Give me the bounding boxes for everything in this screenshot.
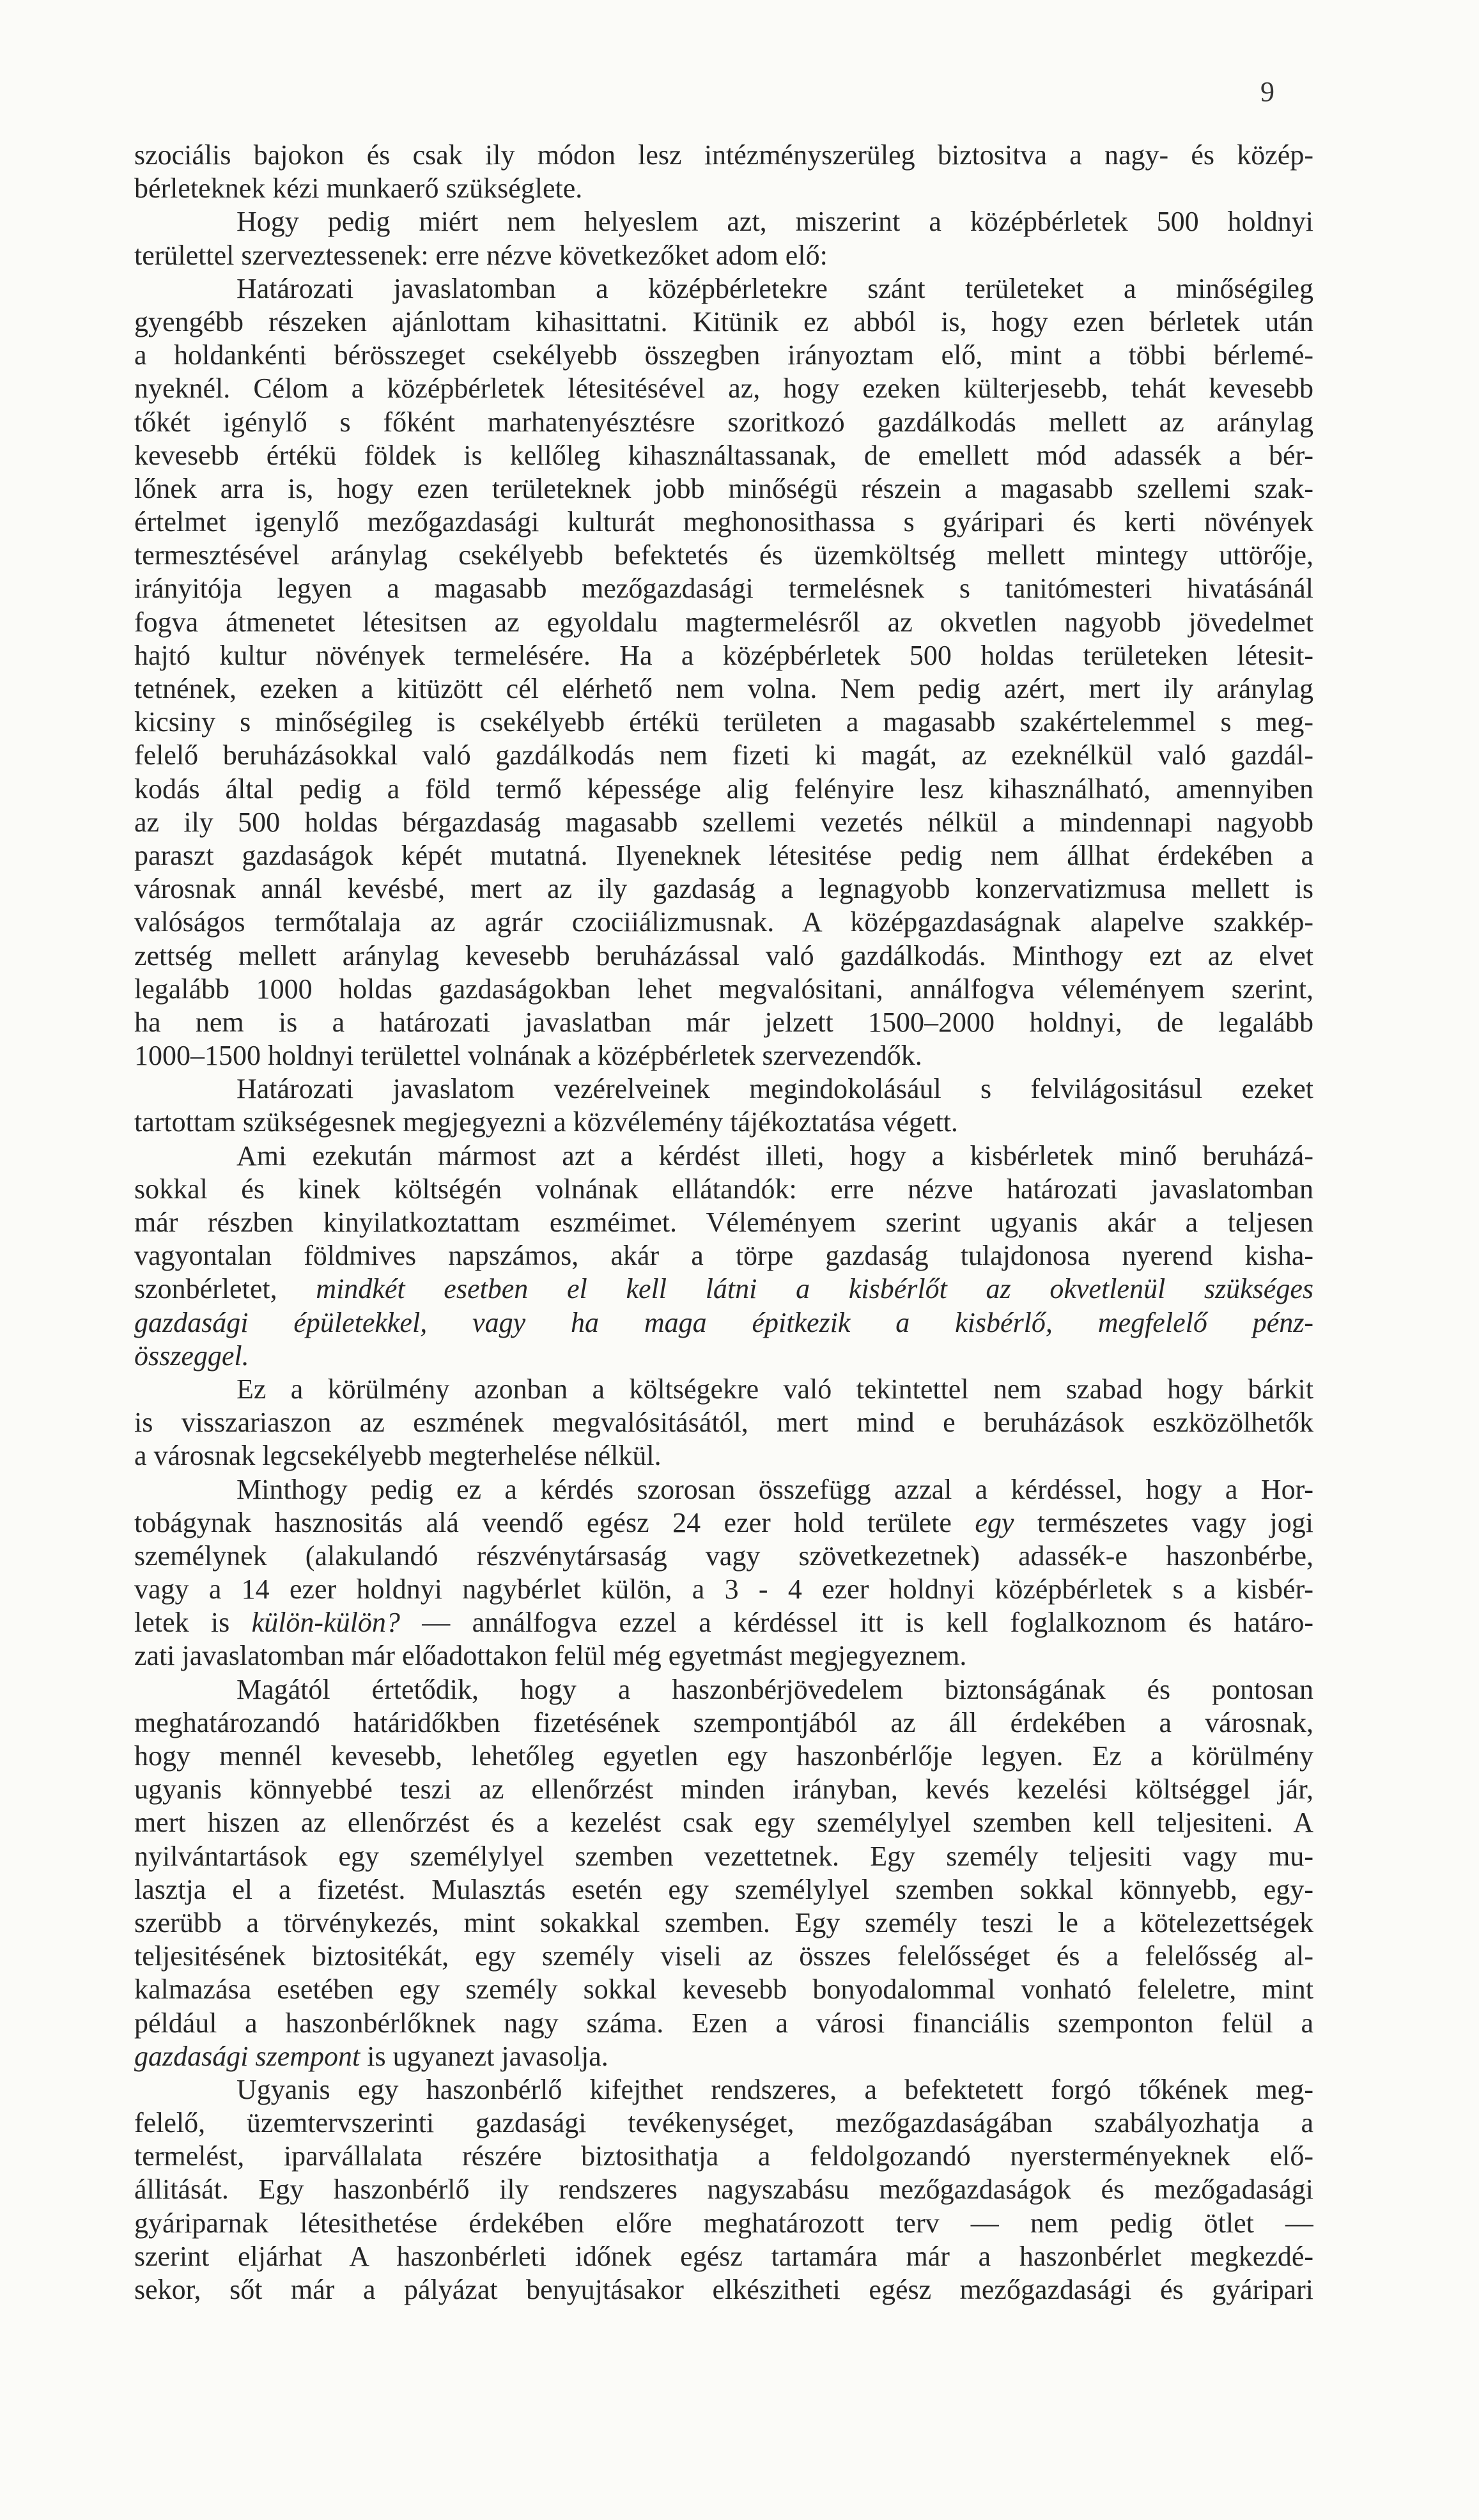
text-segment: tetnének, ezeken a kitüzött cél elérhető nem volna. Nem pedig azért, mert ily aránylag	[134, 673, 1313, 704]
paragraph	[134, 1673, 1313, 2073]
text-segment: meghatározandó határidőkben fizetésének szempontjából az áll érdekében a városnak,	[134, 1706, 1313, 1738]
text-segment: Ugyanis egy haszonbérlő kifejthet rendszeres, a befektetett forgó tőkének meg-	[236, 2073, 1313, 2105]
italic-text: külön-külön?	[251, 1607, 400, 1639]
text-line	[134, 706, 1313, 739]
text-line	[134, 539, 1313, 572]
text-line	[134, 906, 1313, 939]
text-segment: paraszt gazdaságok képét mutatná. Ilyeneknek létesitése pedig nem állhat érdekében a	[134, 839, 1313, 871]
text-segment: is visszariaszon az eszmének megvalósitásától, mert mind e beruházások eszközölhetők	[134, 1407, 1313, 1439]
text-line	[134, 272, 1313, 305]
text-segment: kicsiny s minőségileg is csekélyebb értékü területen a magasabb szakértelemmel s meg-	[134, 706, 1313, 738]
text-segment: területtel szerveztessenek: erre nézve következőket adom elő:	[134, 239, 828, 271]
text-segment: mert hiszen az ellenőrzést és a kezelést csak egy személylyel szemben kell teljesiteni. A	[134, 1807, 1313, 1839]
text-line	[134, 672, 1313, 706]
text-segment: termesztésével aránylag csekélyebb befektetés és üzemköltség mellett mintegy uttörője,	[134, 539, 1313, 571]
text-segment: ugyanis könnyebbé teszi az ellenőrzést minden irányban, kevés kezelési költséggel jár,	[134, 1774, 1313, 1805]
page-number: 9	[1260, 76, 1274, 107]
paragraph	[134, 1072, 1313, 1139]
text-segment: legalább 1000 holdas gazdaságokban lehet megvalósitani, annálfogva véleményem szerint,	[134, 973, 1313, 1005]
paragraph	[134, 2073, 1313, 2307]
paragraph	[134, 1140, 1313, 1373]
text-line	[134, 1639, 1313, 1673]
text-line	[134, 1039, 1313, 1072]
text-segment: kalmazása esetében egy személy sokkal kevesebb bonyodalommal vonható feleletre, mint	[134, 1974, 1313, 2006]
text-line	[134, 1439, 1313, 1473]
text-segment: Minthogy pedig ez a kérdés szorosan összefügg azzal a kérdéssel, hogy a Hor-	[236, 1473, 1313, 1505]
text-line	[134, 2106, 1313, 2140]
text-line	[134, 1506, 1313, 1540]
text-segment: sokkal és kinek költségén volnának ellátandók: erre nézve határozati javaslatomban	[134, 1173, 1313, 1205]
text-segment: szociális bajokon és csak ily módon lesz intézményszerüleg biztositva a nagy- és közép-	[134, 139, 1313, 171]
text-line	[134, 839, 1313, 872]
body-text	[134, 139, 1313, 2307]
text-line	[134, 1106, 1313, 1139]
text-segment: nyeknél. Célom a középbérletek létesitésével az, hogy ezeken külterjesebb, tehát kevesebb	[134, 373, 1313, 405]
text-line	[134, 1840, 1313, 1873]
text-line	[134, 1706, 1313, 1740]
text-line	[134, 1206, 1313, 1239]
text-segment: vagyontalan földmives napszámos, akár a törpe gazdaság tulajdonosa nyerend kisha-	[134, 1240, 1313, 1272]
text-segment: Hogy pedig miért nem helyeslem azt, miszerint a középbérletek 500 holdnyi	[236, 206, 1313, 238]
text-line	[134, 406, 1313, 439]
text-line	[134, 2007, 1313, 2040]
text-segment: letek is	[134, 1607, 252, 1639]
text-segment: valóságos termőtalaja az agrár czociiálizmusnak. A középgazdaságnak alapelve szakkép-	[134, 906, 1313, 938]
text-line	[134, 2240, 1313, 2273]
text-line	[134, 2073, 1313, 2106]
paragraph	[134, 1373, 1313, 1473]
text-segment: szerint eljárhat A haszonbérleti időnek egész tartamára már a haszonbérlet megkezdé-	[134, 2240, 1313, 2272]
text-segment: már részben kinyilatkoztattam eszméimet. Véleményem szerint ugyanis akár a teljesen	[134, 1207, 1313, 1238]
text-line	[134, 572, 1313, 605]
text-segment: zati javaslatomban már előadottakon felül még egyetmást megjegyeznem.	[134, 1640, 967, 1672]
text-segment: a holdankénti bérösszeget csekélyebb összegben irányoztam elő, mint a többi bérlemé-	[134, 339, 1313, 371]
text-segment: természetes vagy jogi	[1014, 1506, 1313, 1538]
text-line	[134, 2173, 1313, 2206]
text-segment: is ugyanezt javasolja.	[360, 2040, 608, 2072]
text-segment: — annálfogva ezzel a kérdéssel itt is kell foglalkoznom és határo-	[399, 1607, 1313, 1639]
italic-text: mindkét esetben el kell látni a kisbérlőt az okvetlenül szükséges	[316, 1273, 1313, 1305]
text-line	[134, 773, 1313, 806]
text-line	[134, 1806, 1313, 1839]
text-line	[134, 1006, 1313, 1039]
text-line	[134, 806, 1313, 839]
text-segment: kevesebb értékü földek is kellőleg kihasználtassanak, de emellett mód adassék a bér-	[134, 439, 1313, 471]
italic-text: összeggel.	[134, 1340, 249, 1372]
text-line	[134, 1473, 1313, 1506]
text-line	[134, 1340, 1313, 1373]
text-segment: ha nem is a határozati javaslatban már jelzett 1500–2000 holdnyi, de legalább	[134, 1006, 1313, 1038]
italic-text: egy	[975, 1506, 1014, 1538]
text-line	[134, 1873, 1313, 1906]
text-segment: kodás által pedig a föld termő képessége alig felényire lesz kihasználható, amennyiben	[134, 773, 1313, 805]
text-line	[134, 606, 1313, 639]
text-line	[134, 1306, 1313, 1340]
text-segment: zettség mellett aránylag kevesebb beruházással való gazdálkodás. Minthogy ezt az elvet	[134, 939, 1313, 971]
text-segment: városnak annál kevésbé, mert az ily gazdaság a legnagyobb konzervatizmusa mellett is	[134, 873, 1313, 905]
text-segment: sekor, sőt már a pályázat benyujtásakor elkészitheti egész mezőgazdasági és gyáripari	[134, 2274, 1313, 2305]
text-segment: hajtó kultur növények termelésére. Ha a középbérletek 500 holdas területeken létesit-	[134, 639, 1313, 671]
text-line	[134, 172, 1313, 205]
text-segment: tobágynak hasznositás alá veendő egész 24 ezer hold területe	[134, 1506, 975, 1538]
text-segment: a városnak legcsekélyebb megterhelése nélkül.	[134, 1440, 662, 1472]
text-line	[134, 739, 1313, 772]
text-line	[134, 1740, 1313, 1773]
paragraph	[134, 272, 1313, 1073]
text-segment: Ez a körülmény azonban a költségekre való tekintettel nem szabad hogy bárkit	[236, 1373, 1313, 1405]
text-segment: személynek (alakulandó részvénytársaság vagy szövetkezetnek) adassék-e haszonbérbe,	[134, 1540, 1313, 1572]
italic-text: gazdasági szempont	[134, 2040, 360, 2072]
text-line	[134, 372, 1313, 405]
text-segment: gyengébb részeken ajánlottam kihasittatni. Kitünik ez abból is, hogy ezen bérletek után	[134, 305, 1313, 337]
text-segment: vagy a 14 ezer holdnyi nagybérlet külön, a 3 - 4 ezer holdnyi középbérletek s a kisbér-	[134, 1573, 1313, 1605]
text-line	[134, 1406, 1313, 1439]
text-segment: például a haszonbérlőknek nagy száma. Ezen a városi financiális szemponton felül a	[134, 2007, 1313, 2039]
text-line	[134, 1373, 1313, 1406]
text-line	[134, 939, 1313, 973]
text-line	[134, 1072, 1313, 1106]
text-segment: az ily 500 holdas bérgazdaság magasabb szellemi vezetés nélkül a mindennapi nagyobb	[134, 806, 1313, 838]
text-line	[134, 1140, 1313, 1173]
text-line	[134, 2207, 1313, 2240]
text-segment: termelést, iparvállalata részére biztosithatja a feldolgozandó nyersterményeknek elő-	[134, 2140, 1313, 2172]
text-segment: Ami ezekután mármost azt a kérdést illeti, hogy a kisbérletek minő beruházá-	[236, 1140, 1313, 1171]
text-line	[134, 339, 1313, 372]
text-line	[134, 1773, 1313, 1806]
text-line	[134, 506, 1313, 539]
text-line	[134, 139, 1313, 172]
text-segment: bérleteknek kézi munkaerő szükséglete.	[134, 173, 583, 205]
text-segment: teljesitésének biztositékát, egy személy viseli az összes felelősséget és a felelősség al-	[134, 1940, 1313, 1972]
text-segment: lasztja el a fizetést. Mulasztás esetén egy személylyel szemben sokkal könnyebb, egy-	[134, 1873, 1313, 1905]
text-line	[134, 1606, 1313, 1639]
text-segment: szerübb a törvénykezés, mint sokakkal szemben. Egy személy teszi le a kötelezettségek	[134, 1906, 1313, 1938]
text-segment: Magától értetődik, hogy a haszonbérjövedelem biztonságának és pontosan	[236, 1673, 1313, 1705]
text-line	[134, 639, 1313, 672]
text-segment: Határozati javaslatomban a középbérletekre szánt területeket a minőségileg	[236, 272, 1313, 304]
text-segment: hogy mennél kevesebb, lehetőleg egyetlen egy haszonbérlője legyen. Ez a körülmény	[134, 1740, 1313, 1772]
text-line	[134, 2040, 1313, 2073]
text-line	[134, 472, 1313, 506]
text-line	[134, 205, 1313, 238]
text-line	[134, 2140, 1313, 2173]
paragraph	[134, 1473, 1313, 1673]
text-segment: irányitója legyen a magasabb mezőgazdasági termelésnek s tanitómesteri hivatásánál	[134, 573, 1313, 605]
text-segment: felelő beruházásokkal való gazdálkodás nem fizeti ki magát, az ezeknélkül való gazdál-	[134, 739, 1313, 771]
text-line	[134, 1973, 1313, 2006]
text-segment: gyáriparnak létesithetése érdekében előre meghatározott terv — nem pedig ötlet —	[134, 2207, 1313, 2239]
text-segment: nyilvántartások egy személylyel szemben vezettetnek. Egy személy teljesiti vagy mu-	[134, 1840, 1313, 1872]
text-line	[134, 239, 1313, 272]
italic-text: gazdasági épületekkel, vagy ha maga épitkezik a kisbérlő, megfelelő pénz-	[134, 1306, 1313, 1338]
text-segment: állitását. Egy haszonbérlő ily rendszeres nagyszabásu mezőgazdaságok és mezőgadasági	[134, 2174, 1313, 2206]
text-segment: fogva átmenetet létesitsen az egyoldalu magtermelésről az okvetlen nagyobb jövedelmet	[134, 606, 1313, 638]
text-segment: lőnek arra is, hogy ezen területeknek jobb minőségü részein a magasabb szellemi szak-	[134, 472, 1313, 504]
text-segment: értelmet igenylő mezőgazdasági kulturát meghonosithassa s gyáripari és kerti növények	[134, 506, 1313, 538]
text-line	[134, 439, 1313, 472]
text-segment: 1000–1500 holdnyi területtel volnának a középbérletek szervezendők.	[134, 1040, 922, 1072]
paragraph	[134, 139, 1313, 205]
text-line	[134, 1540, 1313, 1573]
text-segment: Határozati javaslatom vezérelveinek megindokolásául s felvilágositásul ezeket	[236, 1073, 1313, 1105]
text-line	[134, 305, 1313, 339]
text-line	[134, 1239, 1313, 1272]
text-segment: tőkét igénylő s főként marhatenyésztésre szoritkozó gazdálkodás mellett az aránylag	[134, 406, 1313, 438]
text-segment: felelő, üzemtervszerinti gazdasági tevékenységet, mezőgazdaságában szabályozhatja a	[134, 2107, 1313, 2139]
text-line	[134, 1573, 1313, 1606]
text-segment: tartottam szükségesnek megjegyezni a közvélemény tájékoztatása végett.	[134, 1106, 958, 1138]
text-segment: szonbérletet,	[134, 1273, 316, 1305]
text-line	[134, 872, 1313, 906]
paragraph	[134, 205, 1313, 272]
text-line	[134, 973, 1313, 1006]
text-line	[134, 1940, 1313, 1973]
text-line	[134, 1906, 1313, 1940]
text-line	[134, 1272, 1313, 1306]
text-line	[134, 1673, 1313, 1706]
text-line	[134, 1173, 1313, 1206]
text-line	[134, 2273, 1313, 2307]
